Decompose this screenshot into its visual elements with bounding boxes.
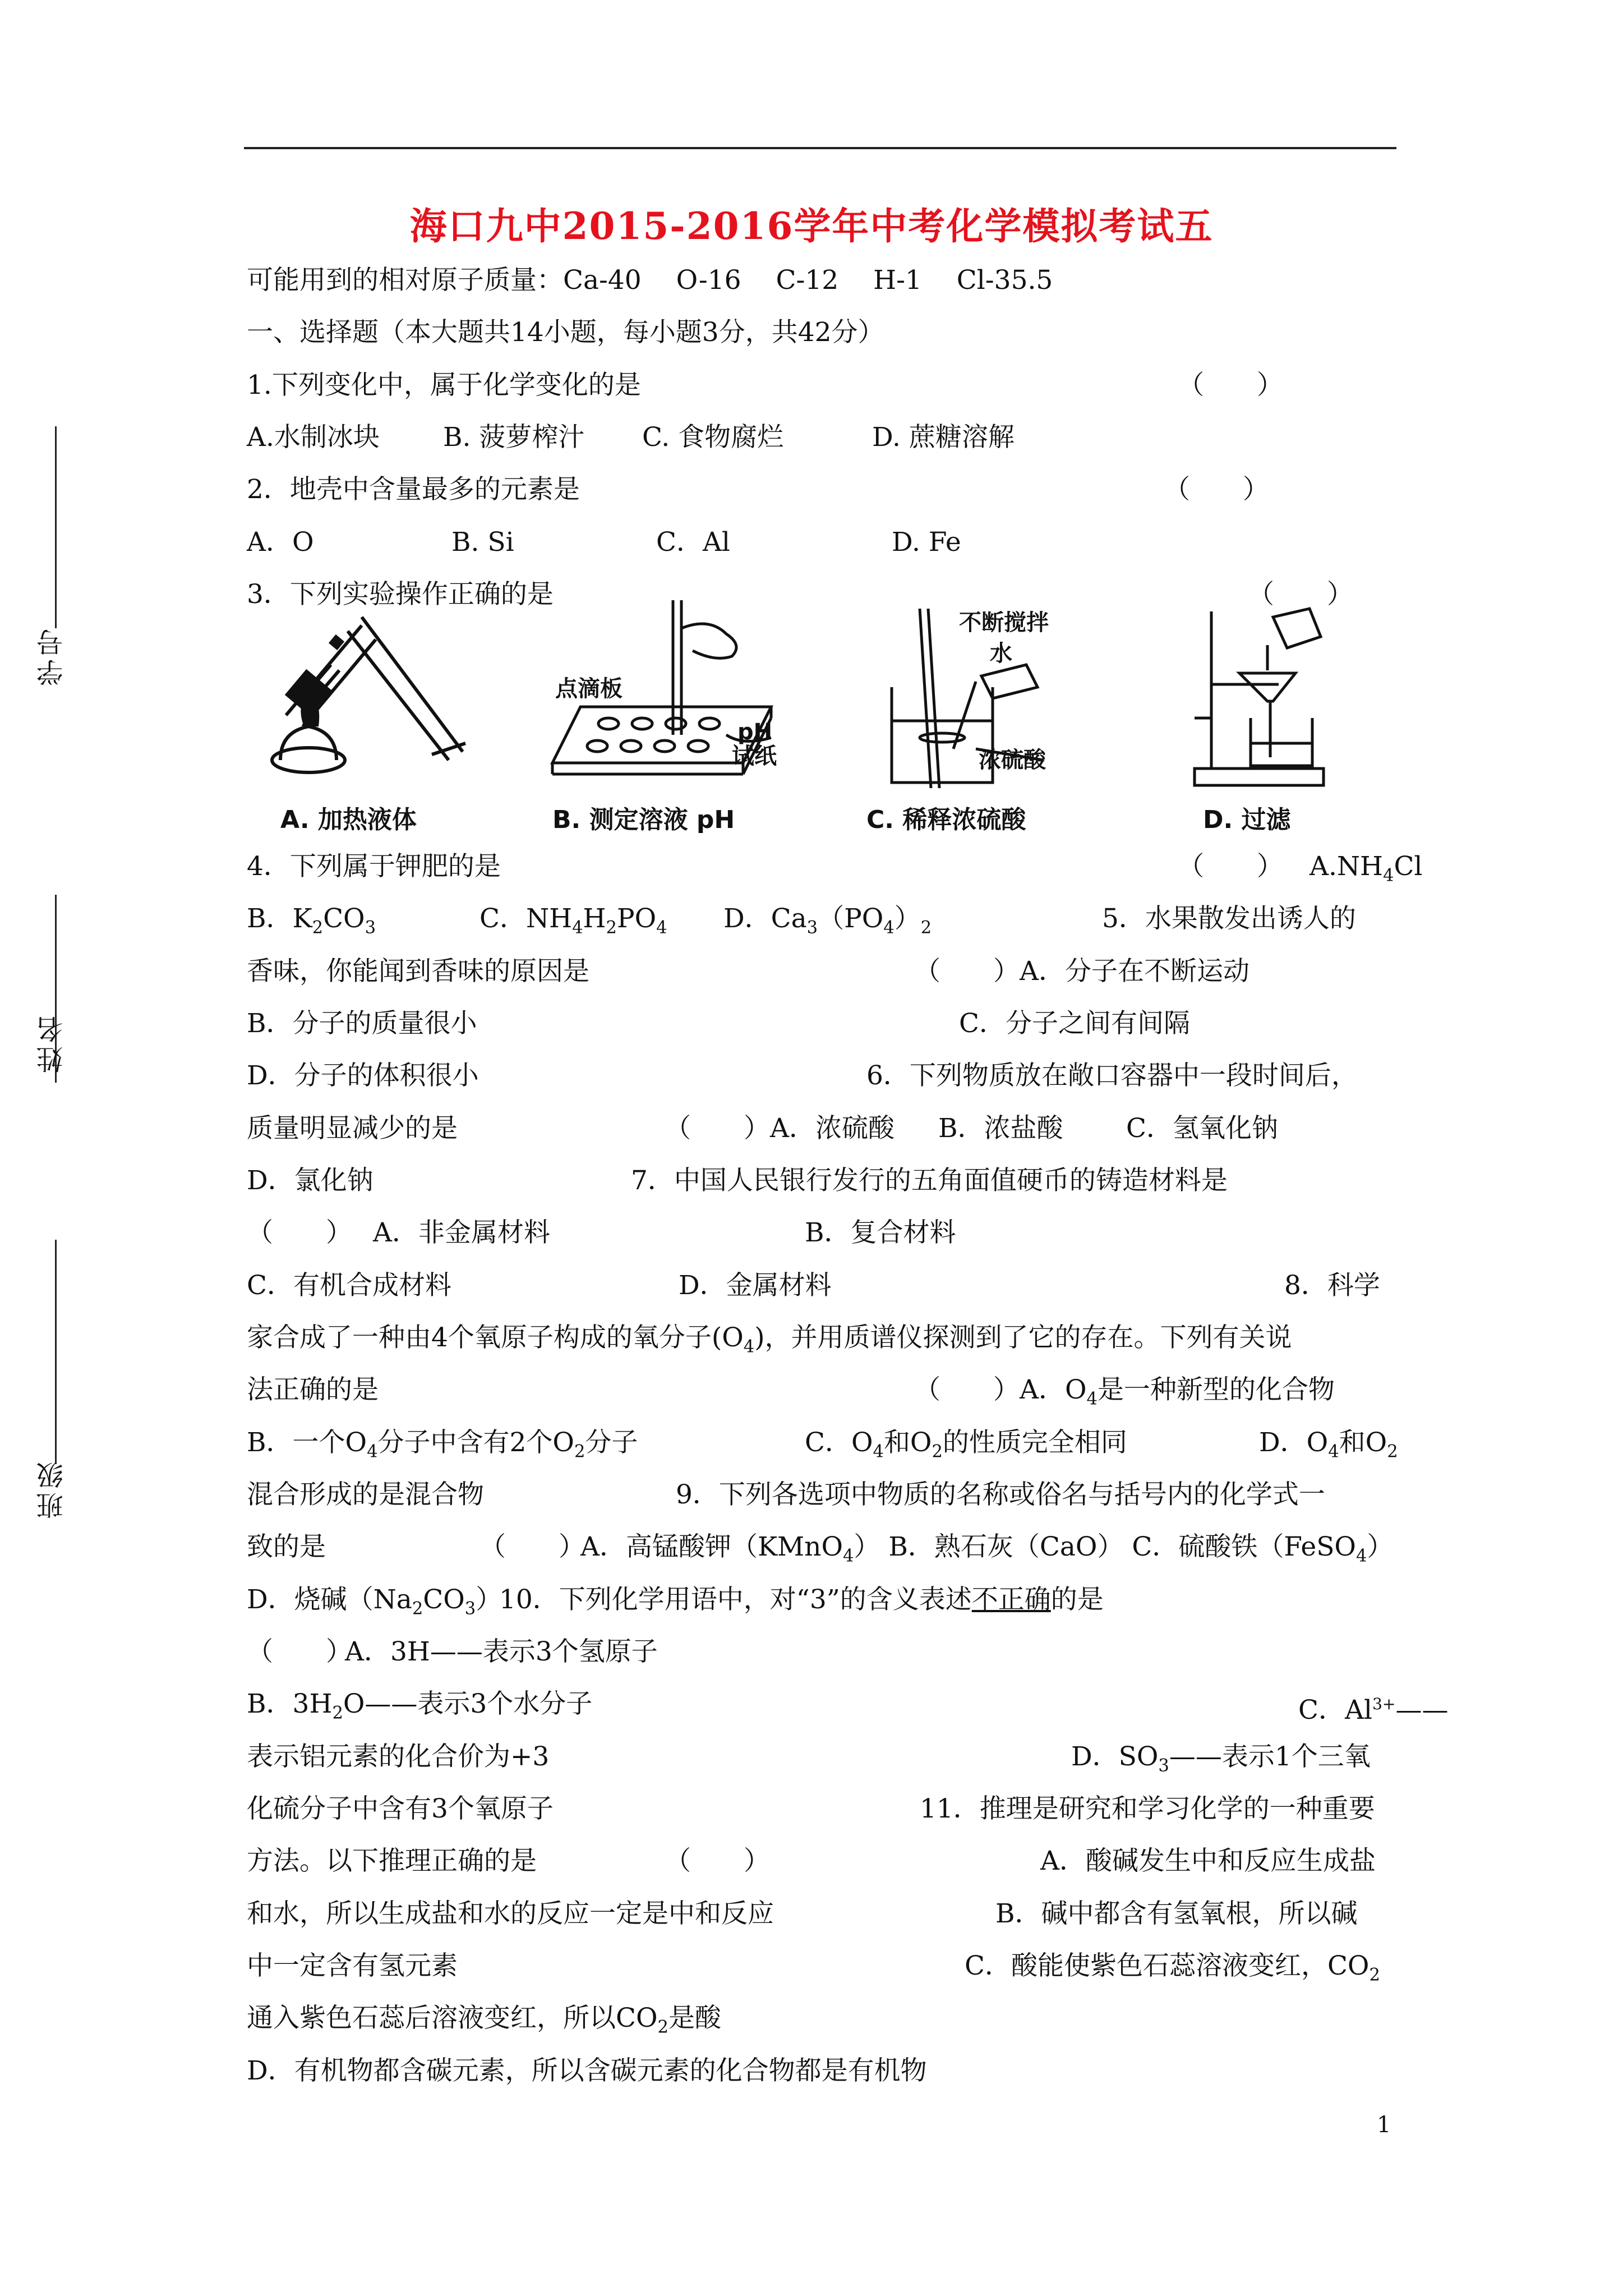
label-ph: pH <box>737 719 773 745</box>
question-10-stem: 10．下列化学用语中，对“3”的含义表述不正确的是 <box>499 1584 1104 1615</box>
option-a: A．3H——表示3个氢原子 <box>345 1636 658 1667</box>
question-1-stem: 1.下列变化中，属于化学变化的是 <box>247 370 641 401</box>
side-label-xuehao: 学号 <box>36 625 68 686</box>
option-d: D．$Ca_3(PO_4)_2$ <box>723 903 932 938</box>
question-8-option-b: B．一个$O_4$分子中含有2个$O_2$分子 <box>247 1427 638 1462</box>
question-11-option-c: C．酸能使紫色石蕊溶液变红，$CO_2$ <box>965 1950 1380 1985</box>
label-shizhi: 试纸 <box>732 743 777 769</box>
question-9-stem: 9．下列各选项中物质的名称或俗名与括号内的化学式一 <box>676 1479 1325 1510</box>
option-d: D. Fe <box>892 527 961 558</box>
option-a: A.水制冰块 <box>247 422 380 453</box>
question-10-bracket: （ ）A．3H——表示3个氢原子 <box>247 1635 658 1669</box>
option-b: B. Si <box>451 527 514 558</box>
question-11-option-c-cont: 通入紫色石蕊后溶液变红，所以$CO_2$是酸 <box>247 2003 721 2037</box>
question-6-option-d: D．氯化钠 <box>247 1165 374 1196</box>
label-jiaoban: 不断搅拌 <box>959 610 1049 636</box>
question-8-option-d-cont: 混合形成的是混合物 <box>247 1479 484 1510</box>
question-11-stem-cont: 方法。以下推理正确的是 <box>247 1846 537 1876</box>
option-d: D. 蔗糖溶解 <box>872 422 1015 453</box>
label-nongliusuan: 浓硫酸 <box>979 747 1046 773</box>
option-a: A．O <box>247 527 314 558</box>
question-10-option-c-cont: 表示铝元素的化合价为+3 <box>247 1741 550 1772</box>
question-5-option-b: B．分子的质量很小 <box>247 1008 477 1039</box>
option-b: B. 菠萝榨汁 <box>443 422 585 453</box>
option-a: A．非金属材料 <box>373 1217 550 1248</box>
question-5-stem: 5．水果散发出诱人的 <box>1102 903 1356 934</box>
side-label-xingming: 姓名 <box>36 1013 68 1073</box>
label-shui: 水 <box>990 641 1012 666</box>
question-1-bracket: （ ） <box>1178 370 1283 401</box>
header-rule <box>244 147 1396 149</box>
question-11-stem: 11．推理是研究和学习化学的一种重要 <box>920 1793 1375 1824</box>
figure-filtration <box>1189 606 1335 791</box>
question-5-option-c: C．分子之间有间隔 <box>959 1008 1190 1039</box>
question-5-stem-cont: 香味，你能闻到香味的原因是 <box>247 956 589 987</box>
question-8-option-d: D．$O_4$和$O_2$ <box>1259 1427 1398 1462</box>
question-11-option-a-cont: 和水，所以生成盐和水的反应一定是中和反应 <box>247 1898 774 1929</box>
option-b: B．熟石灰（CaO） <box>888 1531 1124 1562</box>
question-5-option-d: D．分子的体积很小 <box>247 1060 479 1091</box>
question-2-options <box>247 526 961 559</box>
option-a: A．$O_4$是一种新型的化合物 <box>1020 1374 1335 1409</box>
option-b: B．$K_2CO_3$ <box>247 903 376 938</box>
option-c: C．硫酸铁（FeSO$_4$） <box>1132 1531 1394 1566</box>
question-8-stem: 8．科学 <box>1284 1270 1380 1301</box>
option-c: C. 食物腐烂 <box>642 422 784 453</box>
page-number: 1 <box>1377 2112 1391 2138</box>
caption-b: B. 测定溶液 pH <box>552 806 735 834</box>
question-7-option-c: C．有机合成材料 <box>247 1270 451 1301</box>
question-11-option-a: A．酸碱发生中和反应生成盐 <box>1040 1846 1376 1876</box>
question-8-bracket: （ ）A．$O_4$是一种新型的化合物 <box>914 1373 1335 1416</box>
question-1-options <box>247 421 1015 454</box>
caption-a: A. 加热液体 <box>280 806 417 834</box>
side-label-banji: 班级 <box>36 1458 68 1519</box>
question-4-bracket: （ ） <box>1178 851 1283 882</box>
question-9-stem-cont: 致的是 （ ）A．高锰酸钾（KMnO$_4$） B．熟石灰（CaO） C．硫酸铁（FeSO$_4$） <box>247 1530 1393 1573</box>
question-2-stem: 2．地壳中含量最多的元素是 <box>247 474 580 505</box>
label-dianban: 点滴板 <box>555 676 623 702</box>
question-10-option-b: B．$3H_2O——$表示3个水分子 <box>247 1688 593 1723</box>
question-6-stem-cont: 质量明显减少的是 （ ）A．浓硫酸 B．浓盐酸 C．氢氧化钠 <box>247 1112 1278 1145</box>
figure-heating-liquid <box>264 592 477 783</box>
page-title: 海口九中2015-2016学年中考化学模拟考试五 <box>409 204 1214 248</box>
question-7-bracket: （ ） A．非金属材料 <box>247 1216 550 1250</box>
question-7-option-b: B．复合材料 <box>805 1217 956 1248</box>
side-line-xuehao <box>55 426 57 628</box>
question-11-option-b: B．碱中都含有氢氧根，所以碱 <box>995 1898 1358 1929</box>
option-c: C．Al <box>656 527 730 558</box>
caption-d: D. 过滤 <box>1203 806 1291 834</box>
question-6-stem: 6．下列物质放在敞口容器中一段时间后， <box>866 1060 1358 1091</box>
question-10-option-c: C．$Al^{3+}——$ <box>1298 1694 1449 1726</box>
option-a: A．分子在不断运动 <box>1020 956 1249 987</box>
question-10-option-d-cont: 化硫分子中含有3个氧原子 <box>247 1793 554 1824</box>
option-a: A．浓硫酸 <box>770 1113 895 1144</box>
caption-c: C. 稀释浓硫酸 <box>866 806 1026 834</box>
question-11-option-b-cont: 中一定含有氢元素 <box>247 1950 458 1981</box>
atomic-masses: 可能用到的相对原子质量：Ca-40 O-16 C-12 H-1 Cl-35.5 <box>247 265 1053 296</box>
option-c: C．氢氧化钠 <box>1126 1113 1278 1144</box>
question-11-bracket: （ ） <box>665 1846 770 1876</box>
question-8-stem-cont: 家合成了一种由4个氧原子构成的氧分子$(O_4)$，并用质谱仪探测到了它的存在。下列有关说 <box>247 1322 1292 1357</box>
option-b: B．浓盐酸 <box>938 1113 1063 1144</box>
question-8-stem-end: 法正确的是 <box>247 1374 379 1405</box>
section-heading: 一、选择题（本大题共14小题，每小题3分，共42分） <box>247 317 884 348</box>
option-a: A．高锰酸钾（KMnO$_4$） <box>580 1531 880 1566</box>
question-11-option-d: D．有机物都含碳元素，所以含碳元素的化合物都是有机物 <box>247 2055 927 2086</box>
question-4-option-a: $A.NH_4Cl$ <box>1310 851 1423 886</box>
question-5-bracket: （ ）A．分子在不断运动 <box>914 955 1249 988</box>
question-3-stem: 3．下列实验操作正确的是 <box>247 579 554 610</box>
question-3-bracket: （ ） <box>1248 579 1353 610</box>
question-9-option-d: D．烧碱$(Na_2CO_3)$ <box>247 1584 502 1619</box>
option-c: C．$NH_4H_2PO_4$ <box>479 903 667 938</box>
question-10-option-d: D．$SO_3——$表示1个三氧 <box>1071 1741 1371 1776</box>
question-2-bracket: （ ） <box>1164 474 1269 505</box>
question-8-option-c: C．$O_4$和$O_2$的性质完全相同 <box>805 1427 1127 1462</box>
question-4-options <box>247 902 1356 945</box>
question-7-option-d: D．金属材料 <box>679 1270 832 1301</box>
question-7-stem: 7．中国人民银行发行的五角面值硬币的铸造材料是 <box>631 1165 1228 1196</box>
side-line-banji <box>55 1240 57 1464</box>
question-4-stem: 4．下列属于钾肥的是 <box>247 851 501 882</box>
